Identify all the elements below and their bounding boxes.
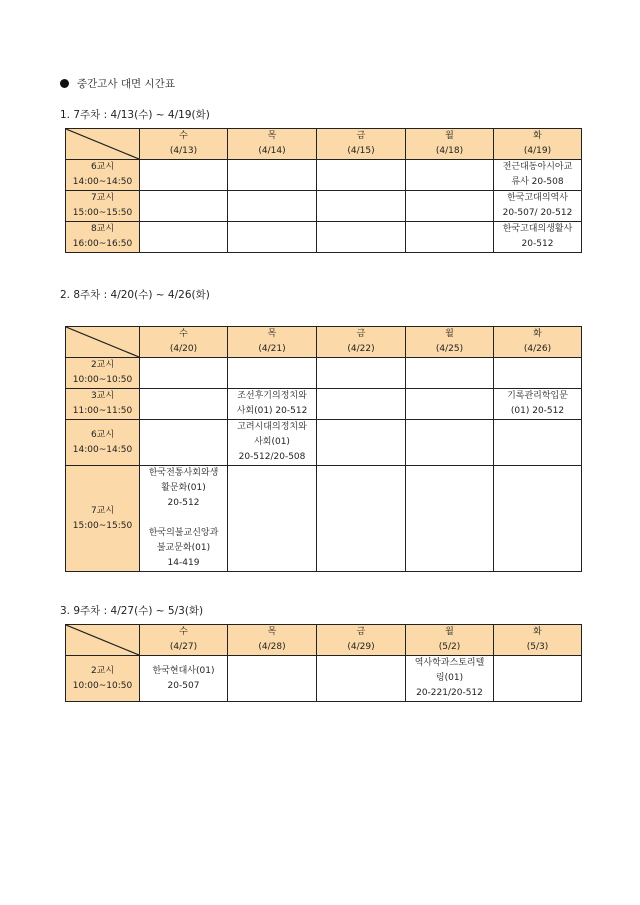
day-header-cell [140,129,228,160]
period-cell [66,466,140,572]
course-line: 조선후기의정치와 [237,391,307,401]
schedule-cell [228,160,317,191]
day-date: (4/15) [347,146,375,156]
day-header-cell [228,327,317,358]
schedule-cell [406,656,494,702]
day-date: (4/18) [435,146,464,156]
period-row [66,389,582,420]
schedule-cell [228,420,317,466]
header-row [66,625,582,656]
page-title [60,76,175,91]
day-header-cell [317,129,406,160]
schedule-cell [494,191,582,222]
corner-cell [66,129,140,160]
page-title-text: 중간고사 대면 시간표 [77,78,175,90]
bullet-icon [60,79,69,88]
course-line: 20-221/20-512 [416,688,483,698]
day-name: 월 [445,131,454,141]
day-header-cell [494,327,582,358]
schedule-cell [140,222,228,253]
course-line: 20-512 [167,498,200,508]
period-time: 15:00~15:50 [72,208,133,218]
day-name: 금 [356,627,366,637]
cell-spacer [140,511,227,526]
course-line: 전근대동아시아교 [502,162,573,172]
period-label: 2교시 [90,665,115,676]
schedule-cell [494,656,582,702]
period-time: 14:00~14:50 [72,444,133,455]
day-date: (4/28) [258,642,286,652]
day-date: (4/20) [169,344,198,354]
corner-cell [66,625,140,656]
schedule-cell [494,420,582,466]
day-name: 화 [533,329,542,339]
schedule-cell [140,420,228,466]
schedule-cell [494,160,582,191]
course-line: 사회(01) [254,437,290,447]
period-label: 2교시 [90,360,115,370]
schedule-cell [140,160,228,191]
week-section-1 [60,108,580,253]
course-line: 링(01) [435,673,464,683]
period-label: 8교시 [90,224,115,234]
schedule-cell [140,358,228,389]
period-row [66,160,582,191]
schedule-cell [406,222,494,253]
period-time: 10:00~10:50 [72,680,133,691]
period-cell [66,191,140,222]
schedule-cell [406,191,494,222]
course-line: 사회(01) 20-512 [236,406,308,416]
period-cell [66,656,140,702]
day-date: (4/29) [347,642,375,652]
schedule-cell [406,358,494,389]
day-date: (5/2) [438,642,461,652]
period-time: 15:00~15:50 [72,520,133,531]
period-time: 11:00~11:50 [72,406,133,416]
day-name: 목 [267,131,277,141]
schedule-cell [494,466,582,572]
course-line: 고려시대의정치와 [237,422,307,432]
week-heading: 1. 7주차 : 4/13(수) ~ 4/19(화) [60,109,210,121]
schedule-cell [228,358,317,389]
schedule-cell [228,191,317,222]
schedule-cell [317,656,406,702]
period-label: 7교시 [90,193,115,203]
day-name: 목 [267,329,277,339]
day-name: 수 [179,329,188,339]
day-name: 화 [533,131,542,141]
course-line: 20-512/20-508 [238,452,306,462]
period-label: 3교시 [90,391,115,401]
schedule-table [65,624,582,702]
day-date: (4/25) [435,344,464,354]
period-cell [66,420,140,466]
day-name: 화 [533,627,542,637]
day-header-cell [406,129,494,160]
course-line: 20-507/ 20-512 [502,208,573,218]
schedule-cell [317,389,406,420]
period-cell [66,160,140,191]
schedule-table [65,128,582,253]
period-cell [66,222,140,253]
schedule-cell [317,191,406,222]
header-row [66,327,582,358]
course-line: 역사학과스토리텔 [414,658,485,668]
day-date: (4/26) [523,344,552,354]
schedule-cell [494,222,582,253]
day-header-cell [228,129,317,160]
schedule-cell [406,466,494,572]
period-label: 6교시 [90,162,115,172]
period-row [66,191,582,222]
day-header-cell [406,327,494,358]
week-heading: 2. 8주차 : 4/20(수) ~ 4/26(화) [60,289,210,301]
schedule-cell [140,466,228,572]
course-line: 기록관리학입문 [507,391,568,401]
week-heading: 3. 9주차 : 4/27(수) ~ 5/3(화) [60,605,204,617]
course-line: (01) 20-512 [510,406,565,416]
day-header-cell [317,625,406,656]
schedule-cell [317,160,406,191]
week-section-2 [60,288,580,572]
day-date: (4/13) [169,146,198,156]
day-date: (4/14) [258,146,286,156]
diagonal-line-icon [66,625,139,655]
course-line: 한국전통사회와생 [148,468,219,478]
period-row [66,656,582,702]
course-line: 불교문화(01) [156,543,211,553]
day-name: 금 [356,329,366,339]
schedule-cell [494,389,582,420]
period-row [66,358,582,389]
period-cell [66,389,140,420]
diagonal-line-icon [66,129,139,159]
day-date: (4/22) [347,344,375,354]
period-row [66,466,582,572]
period-time: 14:00~14:50 [72,177,133,187]
schedule-cell [140,656,228,702]
course-line: 20-507 [167,680,200,691]
schedule-cell [228,222,317,253]
day-header-cell [494,625,582,656]
day-header-cell [494,129,582,160]
period-row [66,222,582,253]
schedule-cell [494,358,582,389]
day-header-cell [406,625,494,656]
schedule-cell [317,466,406,572]
period-label: 7교시 [90,505,115,516]
schedule-cell [406,420,494,466]
schedule-cell [317,222,406,253]
schedule-cell [140,191,228,222]
schedule-cell [228,466,317,572]
schedule-cell [140,389,228,420]
day-date: (5/3) [526,642,549,652]
day-header-cell [317,327,406,358]
diagonal-line-icon [66,327,139,357]
day-header-cell [140,327,228,358]
period-label: 6교시 [90,429,115,440]
period-time: 10:00~10:50 [72,375,133,385]
header-row [66,129,582,160]
schedule-cell [228,389,317,420]
course-line: 활문화(01) [161,483,206,493]
day-name: 금 [356,131,366,141]
course-line: 한국의불교신앙과 [148,528,219,538]
schedule-cell [406,389,494,420]
day-header-cell [228,625,317,656]
day-name: 월 [445,627,454,637]
period-time: 16:00~16:50 [72,239,133,249]
day-header-cell [140,625,228,656]
schedule-cell [317,420,406,466]
day-name: 월 [445,329,454,339]
day-name: 수 [179,627,188,637]
schedule-cell [317,358,406,389]
course-line: 한국현대사(01) [152,665,215,676]
course-line: 14-419 [167,558,200,568]
course-line: 한국고대의생활사 [502,224,573,234]
schedule-cell [406,160,494,191]
course-line: 한국고대의역사 [507,193,568,203]
course-line: 20-512 [521,239,554,249]
day-name: 목 [267,627,277,637]
course-line: 류사 20-508 [511,177,564,187]
day-date: (4/19) [523,146,552,156]
day-date: (4/21) [258,344,286,354]
day-date: (4/27) [169,642,198,652]
corner-cell [66,327,140,358]
schedule-cell [228,656,317,702]
week-section-3 [60,604,580,702]
period-row [66,420,582,466]
period-cell [66,358,140,389]
day-name: 수 [179,131,188,141]
schedule-table [65,326,582,572]
